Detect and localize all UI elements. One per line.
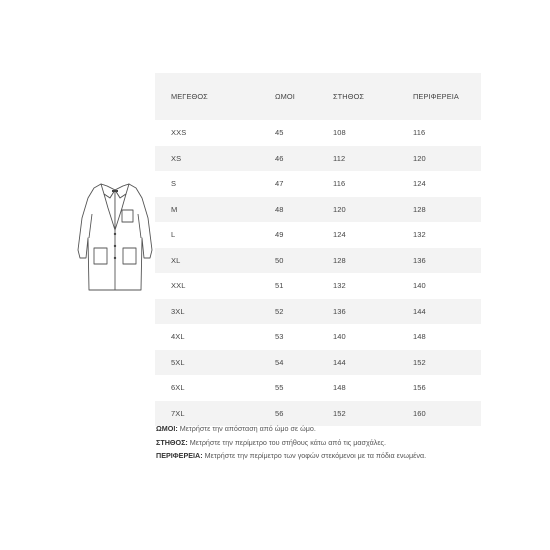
note-text: Μετρήστε την περίμετρο του στήθους κάτω από τις μασχάλες. (187, 437, 386, 447)
cell-chest: 136 (333, 306, 346, 316)
cell-circumference: 128 (413, 204, 426, 214)
cell-shoulders: 46 (275, 153, 284, 163)
table-row (155, 299, 481, 325)
note-text: Μετρήστε την απόσταση από ώμο σε ώμο. (177, 424, 316, 433)
cell-shoulders: 53 (275, 332, 284, 342)
cell-size: S (171, 179, 177, 189)
cell-shoulders: 47 (275, 179, 284, 189)
header-circumference: ΠΕΡΙΦΕΡΕΙΑ (413, 92, 459, 101)
header-chest: ΣΤΗΘΟΣ (333, 92, 365, 101)
cell-size: 6XL (171, 383, 185, 393)
table-row (155, 197, 481, 223)
cell-chest: 132 (333, 281, 346, 291)
cell-chest: 152 (333, 408, 346, 418)
size-chart-table (155, 73, 481, 426)
cell-shoulders: 50 (275, 255, 284, 265)
table-row (155, 146, 481, 172)
cell-size: XXL (171, 281, 186, 291)
table-row (155, 120, 481, 146)
table-row (155, 248, 481, 274)
note-shoulders (156, 422, 426, 436)
cell-chest: 128 (333, 255, 346, 265)
cell-size: 4XL (171, 332, 185, 342)
cell-circumference: 144 (413, 306, 426, 316)
cell-circumference: 160 (413, 408, 426, 418)
note-term: ΩΜΟΙ: (156, 424, 178, 433)
cell-size: XL (171, 255, 181, 265)
cell-shoulders: 48 (275, 204, 284, 214)
note-term: ΠΕΡΙΦΕΡΕΙΑ: (156, 451, 203, 460)
cell-size: 7XL (171, 408, 185, 418)
table-row (155, 222, 481, 248)
cell-size: L (171, 230, 176, 240)
header-size: ΜΕΓΕΘΟΣ (171, 92, 208, 101)
cell-shoulders: 49 (275, 230, 284, 240)
cell-shoulders: 56 (275, 408, 284, 418)
table-row (155, 273, 481, 299)
cell-circumference: 156 (413, 383, 426, 393)
table-row (155, 350, 481, 376)
table-row (155, 171, 481, 197)
cell-size: XXS (171, 128, 187, 138)
cell-circumference: 140 (413, 281, 426, 291)
cell-chest: 124 (333, 230, 346, 240)
table-row (155, 324, 481, 350)
note-circumference (156, 449, 426, 463)
cell-shoulders: 45 (275, 128, 284, 138)
cell-circumference: 132 (413, 230, 426, 240)
header-shoulders: ΩΜΟΙ (275, 92, 295, 101)
note-term: ΣΤΗΘΟΣ: (156, 437, 188, 447)
cell-chest: 144 (333, 357, 346, 367)
cell-chest: 116 (333, 179, 346, 189)
lab-coat-illustration (74, 178, 156, 298)
cell-shoulders: 54 (275, 357, 284, 367)
cell-circumference: 148 (413, 332, 426, 342)
cell-circumference: 152 (413, 357, 426, 367)
cell-shoulders: 52 (275, 306, 284, 316)
cell-chest: 120 (333, 204, 346, 214)
cell-shoulders: 55 (275, 383, 284, 393)
table-row (155, 375, 481, 401)
cell-chest: 140 (333, 332, 346, 342)
cell-circumference: 136 (413, 255, 426, 265)
cell-chest: 148 (333, 383, 346, 393)
cell-size: M (171, 204, 178, 214)
table-header-row (155, 73, 481, 120)
cell-chest: 108 (333, 128, 346, 138)
note-text: Μετρήστε την περίμετρο των γοφών στεκόμενοι με τα πόδια ενωμένα. (202, 451, 427, 460)
cell-circumference: 116 (413, 128, 426, 138)
cell-size: 3XL (171, 306, 185, 316)
cell-shoulders: 51 (275, 281, 284, 291)
cell-chest: 112 (333, 153, 346, 163)
note-chest (156, 436, 426, 450)
measurement-notes (156, 422, 426, 463)
cell-circumference: 124 (413, 179, 426, 189)
cell-size: XS (171, 153, 182, 163)
cell-size: 5XL (171, 357, 185, 367)
cell-circumference: 120 (413, 153, 426, 163)
